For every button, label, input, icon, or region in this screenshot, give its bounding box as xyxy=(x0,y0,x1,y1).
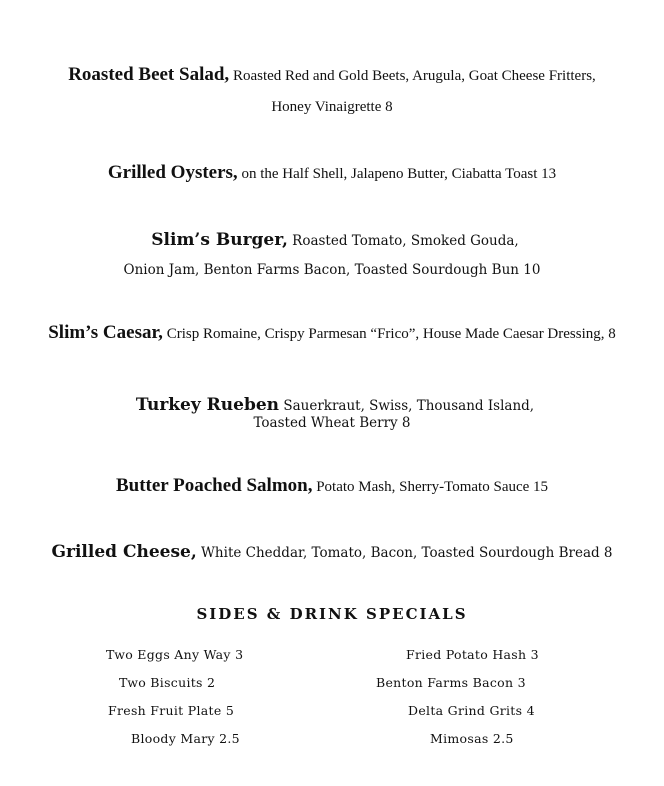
menu-item-name: Grilled Oysters, xyxy=(107,162,238,183)
menu-item-description: Roasted Tomato, Smoked Gouda, xyxy=(287,233,519,249)
menu-item-description: Potato Mash, Sherry-Tomato Sauce 15 xyxy=(312,479,549,495)
menu-item-name: Turkey Rueben xyxy=(135,395,280,415)
menu-item-slims-caesar xyxy=(0,322,664,344)
menu-item-turkey-rueben xyxy=(0,395,664,415)
side-item: Mimosas 2.5 xyxy=(430,731,514,746)
sides-heading: SIDES & DRINK SPECIALS xyxy=(196,605,468,623)
side-item: Two Biscuits 2 xyxy=(119,675,216,690)
side-item: Fried Potato Hash 3 xyxy=(406,647,539,662)
menu-item-description: Crisp Romaine, Crispy Parmesan “Frico”, House Made Caesar Dressing, 8 xyxy=(162,326,616,342)
menu-item-slims-burger xyxy=(0,230,664,250)
menu-item-grilled-cheese xyxy=(0,542,664,562)
menu-item-name: Butter Poached Salmon, xyxy=(115,475,313,496)
menu-item-description: Roasted Red and Gold Beets, Arugula, Goat Cheese Fritters, xyxy=(229,68,596,84)
menu-item-name: Slim’s Caesar, xyxy=(48,322,163,343)
menu-item-butter-poached-salmon xyxy=(0,475,664,497)
menu-item-description: Sauerkraut, Swiss, Thousand Island, xyxy=(279,398,535,414)
menu-item-grilled-oysters xyxy=(0,162,664,184)
menu-item-name: Slim’s Burger, xyxy=(151,230,288,250)
side-item: Fresh Fruit Plate 5 xyxy=(108,703,235,718)
menu-item-description: White Cheddar, Tomato, Bacon, Toasted Sourdough Bread 8 xyxy=(196,545,613,561)
menu-item-description-continued: Onion Jam, Benton Farms Bacon, Toasted Sourdough Bun 10 xyxy=(123,262,541,278)
side-item: Two Eggs Any Way 3 xyxy=(106,647,244,662)
side-item: Benton Farms Bacon 3 xyxy=(376,675,526,690)
menu-item-name: Grilled Cheese, xyxy=(51,542,197,562)
menu-item-name: Roasted Beet Salad, xyxy=(68,64,230,85)
side-item: Delta Grind Grits 4 xyxy=(408,703,535,718)
side-item: Bloody Mary 2.5 xyxy=(131,731,240,746)
menu-item-roasted-beet-salad xyxy=(0,64,664,86)
menu-item-description: on the Half Shell, Jalapeno Butter, Ciabatta Toast 13 xyxy=(237,166,557,182)
menu-item-description-continued: Toasted Wheat Berry 8 xyxy=(253,415,411,431)
menu-item-description-continued: Honey Vinaigrette 8 xyxy=(271,99,393,115)
